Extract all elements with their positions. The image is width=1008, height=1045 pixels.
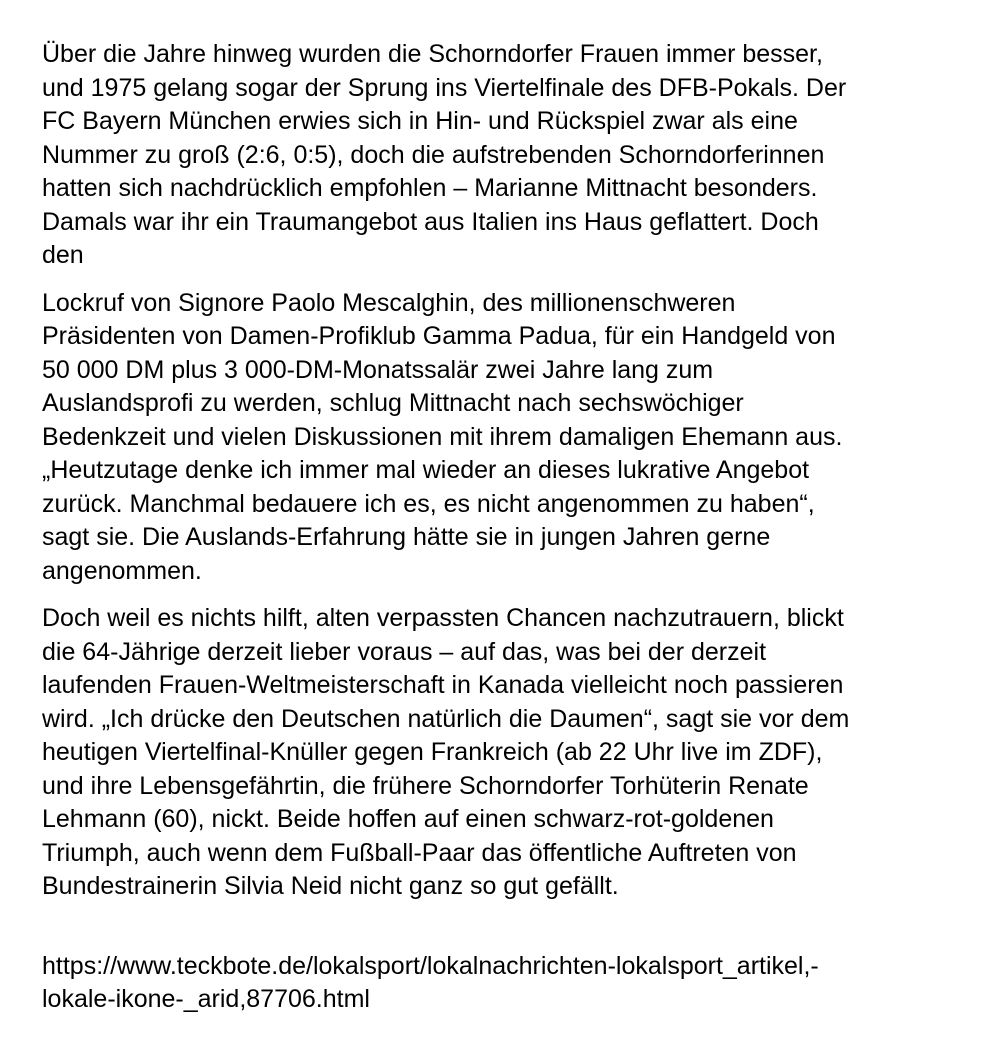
- article-page: [42, 38, 982, 1017]
- paragraph-line: und ihre Lebensgefährtin, die frühere Schorndorfer Torhüterin Renate: [42, 771, 809, 800]
- paragraph-line: Auslandsprofi zu werden, schlug Mittnacht nach sechswöchiger: [42, 389, 744, 417]
- paragraph-line: hatten sich nachdrücklich empfohlen – Marianne Mittnacht besonders.: [42, 174, 818, 202]
- source-url: [42, 950, 982, 1017]
- paragraph-2: [42, 287, 982, 589]
- paragraph-line: heutigen Viertelfinal-Knüller gegen Frankreich (ab 22 Uhr live im ZDF),: [42, 738, 823, 766]
- paragraph-line: Doch weil es nichts hilft, alten verpassten Chancen nachzutrauern, blickt: [42, 604, 844, 632]
- paragraph-line: und 1975 gelang sogar der Sprung ins Viertelfinale des DFB-Pokals. Der: [42, 73, 847, 102]
- paragraph-line: 50 000 DM plus 3 000-DM-Monatssalär zwei Jahre lang zum: [42, 355, 714, 384]
- paragraph-line: zurück. Manchmal bedauere ich es, es nicht angenommen zu haben“,: [42, 489, 815, 518]
- paragraph-line: FC Bayern München erwies sich in Hin- und Rückspiel zwar als eine: [42, 107, 798, 135]
- paragraph-line: sagt sie. Die Auslands-Erfahrung hätte sie in jungen Jahren gerne: [42, 523, 771, 551]
- paragraph-line: Bundestrainerin Silvia Neid nicht ganz so gut gefällt.: [42, 872, 619, 900]
- paragraph-line: „Heutzutage denke ich immer mal wieder an dieses lukrative Angebot: [42, 456, 810, 484]
- paragraph-line: Über die Jahre hinweg wurden die Schorndorfer Frauen immer besser,: [42, 40, 823, 68]
- paragraph-3: [42, 602, 982, 904]
- paragraph-line: Triumph, auch wenn dem Fußball-Paar das öffentliche Auftreten von: [42, 838, 797, 867]
- paragraph-line: Lockruf von Signore Paolo Mescalghin, des millionenschweren: [42, 288, 736, 317]
- paragraph-1: [42, 38, 982, 273]
- paragraph-line: Damals war ihr ein Traumangebot aus Italien ins Haus geflattert. Doch: [42, 207, 819, 236]
- paragraph-line: den: [42, 241, 84, 269]
- paragraph-line: Bedenkzeit und vielen Diskussionen mit ihrem damaligen Ehemann aus.: [42, 422, 843, 451]
- paragraph-line: laufenden Frauen-Weltmeisterschaft in Kanada vielleicht noch passieren: [42, 671, 844, 699]
- paragraph-line: angenommen.: [42, 556, 202, 585]
- source-url-line: https://www.teckbote.de/lokalsport/lokalnachrichten-lokalsport_artikel,-: [42, 951, 819, 980]
- paragraph-line: die 64-Jährige derzeit lieber voraus – auf das, was bei der derzeit: [42, 637, 767, 666]
- source-url-line: lokale-ikone-_arid,87706.html: [42, 985, 370, 1013]
- paragraph-line: Präsidenten von Damen-Profiklub Gamma Padua, für ein Handgeld von: [42, 322, 836, 350]
- paragraph-line: Nummer zu groß (2:6, 0:5), doch die aufstrebenden Schorndorferinnen: [42, 140, 825, 169]
- paragraph-line: wird. „Ich drücke den Deutschen natürlich die Daumen“, sagt sie vor dem: [42, 704, 850, 733]
- paragraph-line: Lehmann (60), nickt. Beide hoffen auf einen schwarz-rot-goldenen: [42, 805, 774, 833]
